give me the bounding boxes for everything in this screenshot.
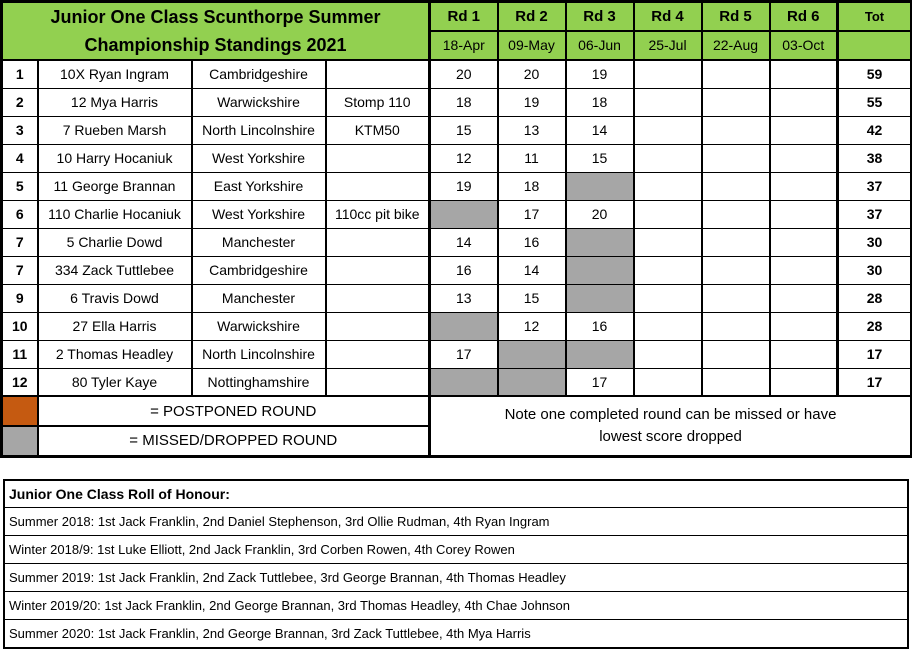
rider-name-cell: 10 Harry Hocaniuk — [38, 144, 192, 172]
bike-cell — [326, 312, 430, 340]
round-score-cell: 15 — [430, 116, 498, 144]
total-cell: 37 — [838, 200, 912, 228]
round-score-cell — [702, 172, 770, 200]
position-cell: 7 — [2, 256, 38, 284]
county-cell: West Yorkshire — [192, 144, 326, 172]
roll-of-honour-table — [3, 479, 909, 649]
total-header-spacer — [838, 31, 912, 60]
round-score-cell — [634, 340, 702, 368]
round-score-cell: 14 — [430, 228, 498, 256]
county-cell: North Lincolnshire — [192, 340, 326, 368]
round-score-cell: 19 — [566, 60, 634, 88]
note-line1: Note one completed round can be missed or have — [504, 405, 837, 423]
round-score-cell: 11 — [498, 144, 566, 172]
round-score-cell — [702, 256, 770, 284]
total-cell: 17 — [838, 368, 912, 396]
bike-cell: 110cc pit bike — [326, 200, 430, 228]
round-score-cell — [770, 284, 838, 312]
round-score-cell — [634, 88, 702, 116]
total-cell: 42 — [838, 116, 912, 144]
rider-name-cell: 80 Tyler Kaye — [38, 368, 192, 396]
round-score-cell: 15 — [566, 144, 634, 172]
honour-entry: Winter 2019/20: 1st Jack Franklin, 2nd George Brannan, 3rd Thomas Headley, 4th Chae Johnson — [4, 592, 908, 620]
postponed-legend-label: = POSTPONED ROUND — [38, 396, 430, 426]
round-header-5: Rd 5 — [702, 2, 770, 31]
total-cell: 30 — [838, 256, 912, 284]
standings-row — [2, 60, 912, 88]
round-score-cell: 15 — [498, 284, 566, 312]
missed-legend-label: = MISSED/DROPPED ROUND — [38, 426, 430, 456]
county-cell: East Yorkshire — [192, 172, 326, 200]
bike-cell — [326, 256, 430, 284]
round-score-cell: 14 — [498, 256, 566, 284]
round-score-cell — [702, 200, 770, 228]
bike-cell — [326, 368, 430, 396]
rider-name-cell: 334 Zack Tuttlebee — [38, 256, 192, 284]
note-cell — [430, 396, 912, 456]
round-score-cell: 18 — [498, 172, 566, 200]
round-score-cell — [430, 200, 498, 228]
rider-name-cell: 6 Travis Dowd — [38, 284, 192, 312]
table-title-line2: Championship Standings 2021 — [84, 35, 347, 55]
round-score-cell — [770, 228, 838, 256]
standings-row — [2, 88, 912, 116]
round-score-cell: 20 — [566, 200, 634, 228]
round-header-4: Rd 4 — [634, 2, 702, 31]
table-title-line1: Junior One Class Scunthorpe Summer — [50, 7, 381, 27]
total-cell: 37 — [838, 172, 912, 200]
round-date-1: 18-Apr — [430, 31, 498, 60]
honour-row — [4, 564, 908, 592]
round-score-cell — [770, 200, 838, 228]
bike-cell — [326, 60, 430, 88]
round-score-cell: 17 — [566, 368, 634, 396]
round-score-cell — [770, 312, 838, 340]
honour-title-row — [4, 480, 908, 508]
position-cell: 3 — [2, 116, 38, 144]
rider-name-cell: 110 Charlie Hocaniuk — [38, 200, 192, 228]
round-score-cell: 13 — [498, 116, 566, 144]
round-score-cell — [770, 88, 838, 116]
round-score-cell — [770, 60, 838, 88]
round-score-cell — [566, 284, 634, 312]
bike-cell: Stomp 110 — [326, 88, 430, 116]
round-score-cell — [430, 312, 498, 340]
county-cell: Warwickshire — [192, 88, 326, 116]
round-header-6: Rd 6 — [770, 2, 838, 31]
note-line2: lowest score dropped — [599, 427, 742, 445]
round-score-cell: 18 — [430, 88, 498, 116]
honour-entry: Summer 2020: 1st Jack Franklin, 2nd George Brannan, 3rd Zack Tuttlebee, 4th Mya Harris — [4, 620, 908, 648]
round-score-cell — [702, 144, 770, 172]
round-score-cell — [634, 116, 702, 144]
rider-name-cell: 12 Mya Harris — [38, 88, 192, 116]
bike-cell — [326, 144, 430, 172]
bike-cell: KTM50 — [326, 116, 430, 144]
round-score-cell — [702, 340, 770, 368]
county-cell: Manchester — [192, 228, 326, 256]
round-score-cell — [702, 228, 770, 256]
round-score-cell: 17 — [498, 200, 566, 228]
table-title — [2, 2, 430, 61]
round-score-cell — [770, 340, 838, 368]
standings-row — [2, 284, 912, 312]
standings-row — [2, 340, 912, 368]
round-header-3: Rd 3 — [566, 2, 634, 31]
round-header-1: Rd 1 — [430, 2, 498, 31]
honour-row — [4, 536, 908, 564]
total-cell: 17 — [838, 340, 912, 368]
round-score-cell — [634, 200, 702, 228]
round-score-cell: 19 — [430, 172, 498, 200]
bike-cell — [326, 228, 430, 256]
position-cell: 12 — [2, 368, 38, 396]
honour-entry: Summer 2018: 1st Jack Franklin, 2nd Daniel Stephenson, 3rd Ollie Rudman, 4th Ryan Ingram — [4, 508, 908, 536]
round-score-cell — [770, 256, 838, 284]
county-cell: West Yorkshire — [192, 200, 326, 228]
round-score-cell — [702, 284, 770, 312]
round-score-cell — [634, 312, 702, 340]
honour-entry: Summer 2019: 1st Jack Franklin, 2nd Zack Tuttlebee, 3rd George Brannan, 4th Thomas Headley — [4, 564, 908, 592]
county-cell: Cambridgeshire — [192, 60, 326, 88]
round-score-cell — [498, 368, 566, 396]
round-score-cell: 14 — [566, 116, 634, 144]
honour-title: Junior One Class Roll of Honour: — [4, 480, 908, 508]
position-cell: 6 — [2, 200, 38, 228]
total-cell: 30 — [838, 228, 912, 256]
round-score-cell — [702, 312, 770, 340]
round-score-cell: 12 — [498, 312, 566, 340]
rider-name-cell: 10X Ryan Ingram — [38, 60, 192, 88]
round-score-cell: 20 — [498, 60, 566, 88]
honour-row — [4, 592, 908, 620]
standings-row — [2, 116, 912, 144]
position-cell: 4 — [2, 144, 38, 172]
round-score-cell — [634, 60, 702, 88]
round-score-cell — [634, 368, 702, 396]
round-score-cell: 16 — [430, 256, 498, 284]
county-cell: Manchester — [192, 284, 326, 312]
round-score-cell — [566, 228, 634, 256]
position-cell: 9 — [2, 284, 38, 312]
round-score-cell — [702, 88, 770, 116]
round-score-cell: 20 — [430, 60, 498, 88]
round-score-cell — [634, 172, 702, 200]
round-score-cell: 16 — [498, 228, 566, 256]
round-score-cell — [702, 60, 770, 88]
round-score-cell — [634, 284, 702, 312]
county-cell: Nottinghamshire — [192, 368, 326, 396]
county-cell: Warwickshire — [192, 312, 326, 340]
round-date-6: 03-Oct — [770, 31, 838, 60]
round-score-cell — [566, 172, 634, 200]
position-cell: 10 — [2, 312, 38, 340]
round-score-cell: 12 — [430, 144, 498, 172]
standings-row — [2, 144, 912, 172]
round-score-cell: 17 — [430, 340, 498, 368]
position-cell: 1 — [2, 60, 38, 88]
rider-name-cell: 2 Thomas Headley — [38, 340, 192, 368]
total-cell: 38 — [838, 144, 912, 172]
round-score-cell — [430, 368, 498, 396]
missed-swatch — [2, 426, 38, 456]
round-score-cell — [702, 116, 770, 144]
round-score-cell — [770, 172, 838, 200]
position-cell: 11 — [2, 340, 38, 368]
total-cell: 55 — [838, 88, 912, 116]
round-header-2: Rd 2 — [498, 2, 566, 31]
standings-row — [2, 256, 912, 284]
round-score-cell — [634, 256, 702, 284]
round-score-cell — [770, 116, 838, 144]
round-score-cell — [634, 144, 702, 172]
round-date-2: 09-May — [498, 31, 566, 60]
round-date-5: 22-Aug — [702, 31, 770, 60]
total-cell: 59 — [838, 60, 912, 88]
total-cell: 28 — [838, 284, 912, 312]
standings-row — [2, 200, 912, 228]
county-cell: North Lincolnshire — [192, 116, 326, 144]
postponed-swatch — [2, 396, 38, 426]
round-score-cell — [498, 340, 566, 368]
bike-cell — [326, 172, 430, 200]
standings-row — [2, 368, 912, 396]
round-score-cell — [702, 368, 770, 396]
round-score-cell — [770, 144, 838, 172]
bike-cell — [326, 284, 430, 312]
standings-row — [2, 312, 912, 340]
rider-name-cell: 11 George Brannan — [38, 172, 192, 200]
round-score-cell: 18 — [566, 88, 634, 116]
round-score-cell: 16 — [566, 312, 634, 340]
rider-name-cell: 5 Charlie Dowd — [38, 228, 192, 256]
round-score-cell — [566, 340, 634, 368]
round-score-cell — [634, 228, 702, 256]
honour-row — [4, 620, 908, 648]
round-score-cell — [770, 368, 838, 396]
position-cell: 5 — [2, 172, 38, 200]
standings-row — [2, 228, 912, 256]
rider-name-cell: 7 Rueben Marsh — [38, 116, 192, 144]
round-date-3: 06-Jun — [566, 31, 634, 60]
round-score-cell — [566, 256, 634, 284]
bike-cell — [326, 340, 430, 368]
county-cell: Cambridgeshire — [192, 256, 326, 284]
total-cell: 28 — [838, 312, 912, 340]
round-date-4: 25-Jul — [634, 31, 702, 60]
honour-row — [4, 508, 908, 536]
rider-name-cell: 27 Ella Harris — [38, 312, 192, 340]
honour-entry: Winter 2018/9: 1st Luke Elliott, 2nd Jack Franklin, 3rd Corben Rowen, 4th Corey Rowen — [4, 536, 908, 564]
standings-row — [2, 172, 912, 200]
position-cell: 2 — [2, 88, 38, 116]
round-score-cell: 13 — [430, 284, 498, 312]
total-header: Tot — [838, 2, 912, 31]
round-score-cell: 19 — [498, 88, 566, 116]
position-cell: 7 — [2, 228, 38, 256]
